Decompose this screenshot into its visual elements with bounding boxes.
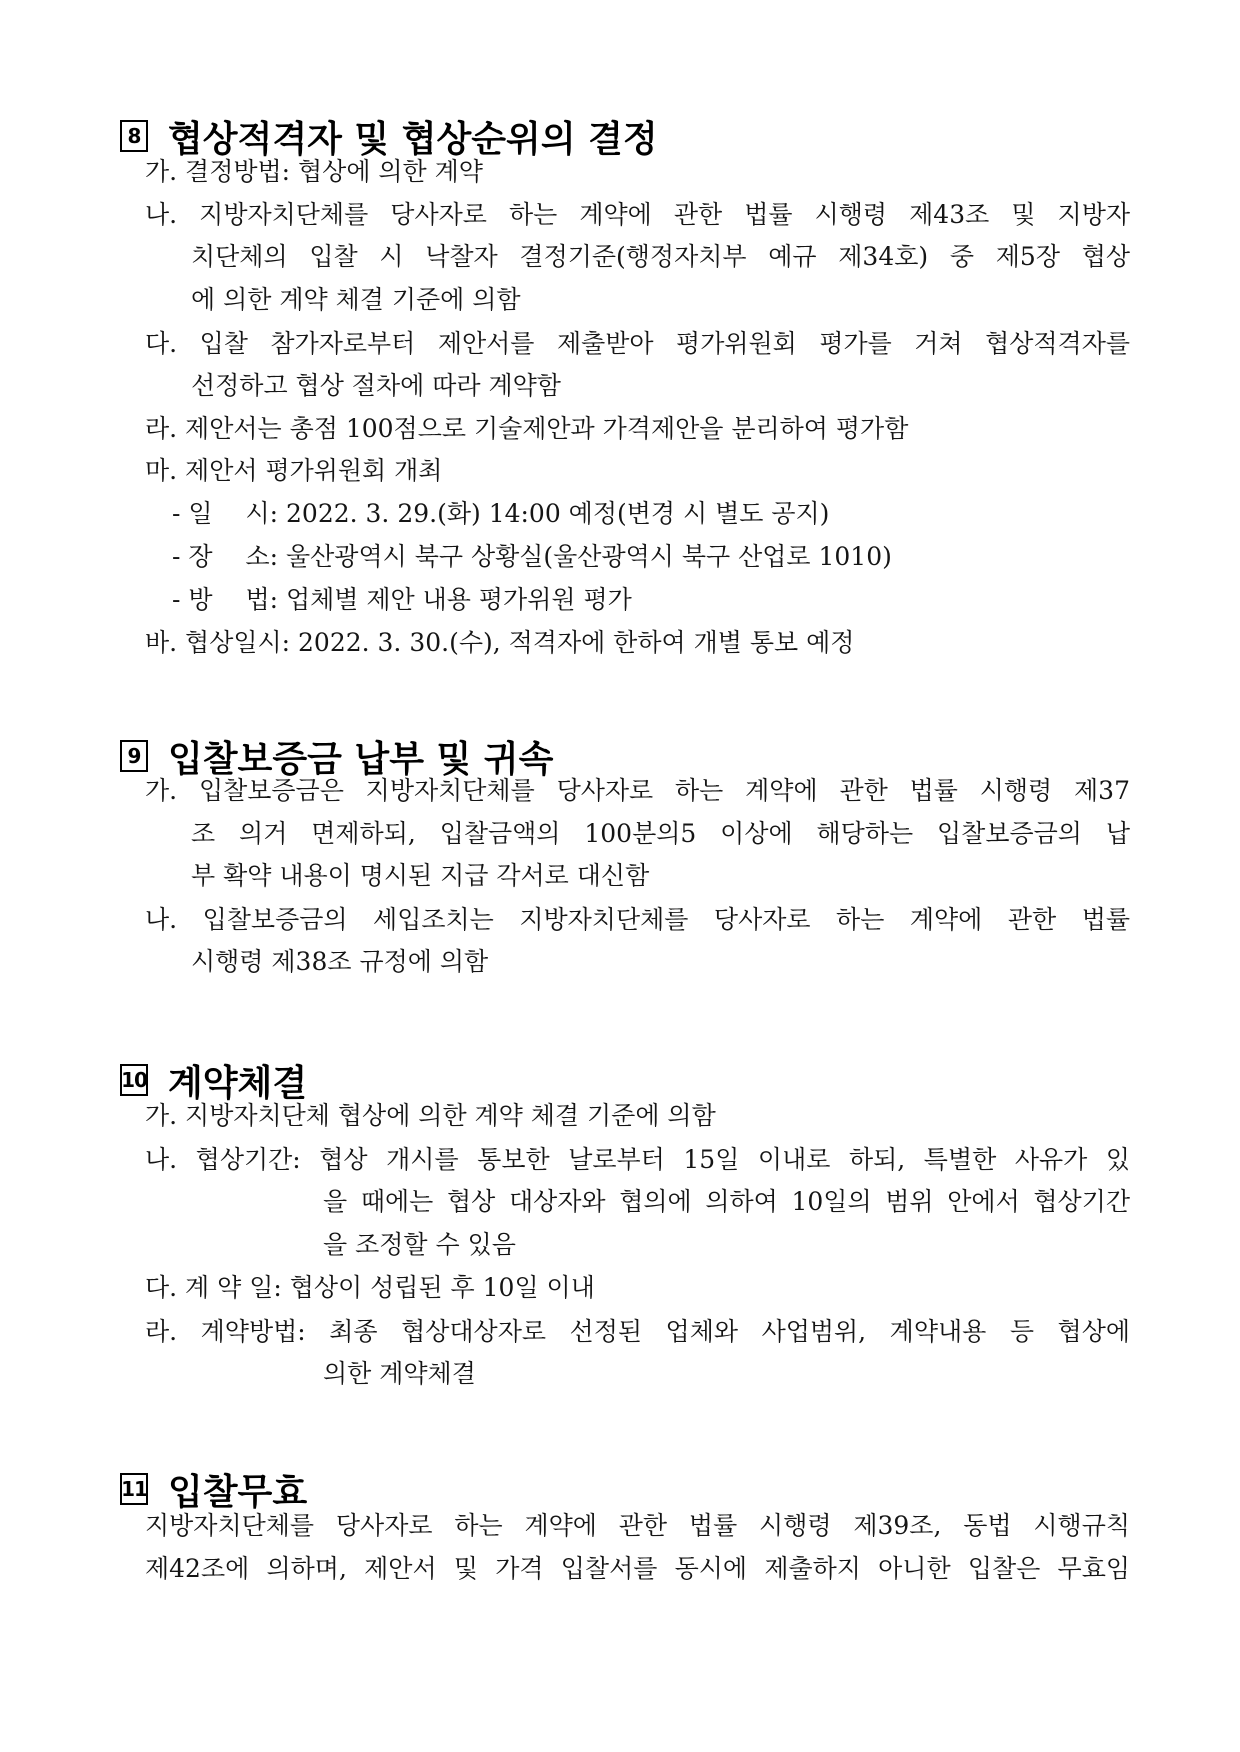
text-line: 부 확약 내용이 명시된 지급 각서로 대신함 <box>191 861 650 890</box>
text-line: 을 때에는 협상 대상자와 협의에 의하여 10일의 범위 안에서 협상기간 <box>323 1187 1130 1216</box>
text-line: 가. 결정방법: 협상에 의한 계약 <box>145 157 483 186</box>
section-number-9: 9 <box>120 740 148 772</box>
text-line: 을 조정할 수 있음 <box>323 1230 516 1259</box>
text-line: 시행령 제38조 규정에 의함 <box>191 947 489 976</box>
text-line: - 장 소: 울산광역시 북구 상황실(울산광역시 북구 산업로 1010) <box>172 542 892 571</box>
section-title-10: 계약체결 <box>168 1062 308 1104</box>
text-line: 가. 입찰보증금은 지방자치단체를 당사자로 하는 계약에 관한 법률 시행령 제37 <box>145 776 1130 805</box>
text-line: 조 의거 면제하되, 입찰금액의 100분의5 이상에 해당하는 입찰보증금의 납 <box>191 819 1130 848</box>
text-line: 나. 지방자치단체를 당사자로 하는 계약에 관한 법률 시행령 제43조 및 지방자 <box>145 200 1130 229</box>
text-line: 제42조에 의하며, 제안서 및 가격 입찰서를 동시에 제출하지 아니한 입찰은 무효임 <box>145 1554 1130 1583</box>
text-line: 라. 제안서는 총점 100점으로 기술제안과 가격제안을 분리하여 평가함 <box>145 414 909 443</box>
text-line: 다. 입찰 참가자로부터 제안서를 제출받아 평가위원회 평가를 거쳐 협상적격자를 <box>145 329 1130 358</box>
text-line: - 방 법: 업체별 제안 내용 평가위원 평가 <box>172 585 632 614</box>
text-line: 바. 협상일시: 2022. 3. 30.(수), 적격자에 한하여 개별 통보 예정 <box>145 628 855 657</box>
section-title-11: 입찰무효 <box>168 1471 308 1513</box>
text-line: 의한 계약체결 <box>323 1359 476 1388</box>
text-line: 선정하고 협상 절차에 따라 계약함 <box>191 371 561 400</box>
text-line: 지방자치단체를 당사자로 하는 계약에 관한 법률 시행령 제39조, 동법 시행규칙 <box>145 1511 1130 1540</box>
text-line: 에 의한 계약 체결 기준에 의함 <box>191 285 521 314</box>
text-line: 나. 협상기간: 협상 개시를 통보한 날로부터 15일 이내로 하되, 특별한 사유가 있 <box>145 1145 1130 1174</box>
section-title-8: 협상적격자 및 협상순위의 결정 <box>168 118 658 160</box>
text-line: 라. 계약방법: 최종 협상대상자로 선정된 업체와 사업범위, 계약내용 등 협상에 <box>145 1317 1130 1346</box>
text-line: 다. 계 약 일: 협상이 성립된 후 10일 이내 <box>145 1273 595 1302</box>
text-line: 치단체의 입찰 시 낙찰자 결정기준(행정자치부 예규 제34호) 중 제5장 협상 <box>191 242 1130 271</box>
text-line: 마. 제안서 평가위원회 개최 <box>145 456 443 485</box>
section-number-10: 10 <box>120 1064 148 1096</box>
text-line: 가. 지방자치단체 협상에 의한 계약 체결 기준에 의함 <box>145 1101 716 1130</box>
section-title-9: 입찰보증금 납부 및 귀속 <box>168 738 554 780</box>
section-number-11: 11 <box>120 1473 148 1505</box>
text-line: - 일 시: 2022. 3. 29.(화) 14:00 예정(변경 시 별도 공지) <box>172 499 830 528</box>
text-line: 나. 입찰보증금의 세입조치는 지방자치단체를 당사자로 하는 계약에 관한 법률 <box>145 905 1130 934</box>
section-number-8: 8 <box>120 120 148 152</box>
